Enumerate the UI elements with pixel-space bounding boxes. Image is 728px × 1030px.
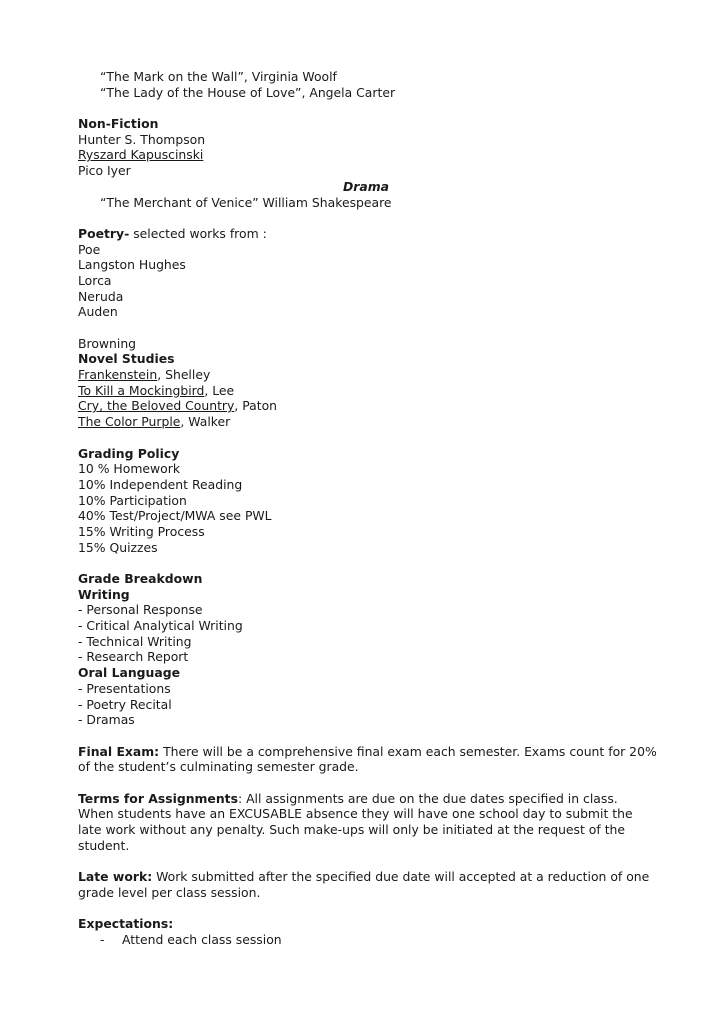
syllabus-body bbox=[78, 69, 678, 948]
late-work-label: Late work: bbox=[78, 869, 153, 885]
nonfiction-author-2: Ryszard Kapuscinski bbox=[78, 147, 204, 163]
writing-item: - Personal Response bbox=[78, 602, 203, 618]
grade-breakdown-heading: Grade Breakdown bbox=[78, 571, 203, 586]
poet-5: Auden bbox=[78, 304, 118, 320]
terms-text: : All assignments are due on the due dates specified in class. bbox=[237, 790, 618, 806]
poetry-heading: Poetry- bbox=[78, 225, 130, 241]
short-story-2: “The Lady of the House of Love”, Angela Carter bbox=[100, 84, 396, 100]
novel-title: To Kill a Mockingbird bbox=[78, 382, 205, 398]
drama-work-1: “The Merchant of Venice” William Shakespeare bbox=[100, 194, 392, 210]
expectation-item bbox=[78, 932, 678, 948]
final-exam-text: of the student’s culminating semester grade. bbox=[78, 759, 359, 775]
novel-title: Cry, the Beloved Country bbox=[78, 398, 235, 414]
drama-heading: Drama bbox=[343, 178, 390, 194]
novel-studies-heading: Novel Studies bbox=[78, 351, 175, 367]
terms-text: student. bbox=[78, 837, 130, 853]
oral-item: - Poetry Recital bbox=[78, 696, 172, 712]
terms-paragraph bbox=[78, 791, 678, 807]
grading-item: 15% Writing Process bbox=[78, 523, 205, 539]
novel-item bbox=[78, 367, 678, 383]
poetry-heading-line bbox=[78, 226, 678, 242]
novel-item bbox=[78, 414, 678, 430]
writing-item: - Critical Analytical Writing bbox=[78, 618, 243, 634]
novel-author: , Lee bbox=[204, 382, 235, 398]
poet-3: Lorca bbox=[78, 272, 112, 288]
grading-item: 10 % Homework bbox=[78, 461, 180, 477]
late-work-paragraph bbox=[78, 869, 678, 885]
poetry-subtitle: selected works from : bbox=[129, 225, 267, 241]
writing-item: - Technical Writing bbox=[78, 633, 192, 649]
final-exam-label: Final Exam: bbox=[78, 743, 160, 759]
novel-author: , Shelley bbox=[157, 367, 211, 383]
writing-heading: Writing bbox=[78, 586, 130, 602]
poet-4: Neruda bbox=[78, 288, 124, 304]
writing-item: - Research Report bbox=[78, 649, 189, 665]
oral-language-heading: Oral Language bbox=[78, 665, 180, 681]
terms-label: Terms for Assignments bbox=[78, 790, 238, 806]
poet-6: Browning bbox=[78, 335, 137, 351]
grading-item: 15% Quizzes bbox=[78, 539, 158, 555]
novel-item bbox=[78, 398, 678, 414]
oral-item: - Dramas bbox=[78, 712, 135, 728]
nonfiction-author-1: Hunter S. Thompson bbox=[78, 131, 206, 147]
terms-text: late work without any penalty. Such make-ups will only be initiated at the request of the bbox=[78, 822, 626, 837]
grading-item: 10% Participation bbox=[78, 492, 187, 508]
grading-item: 40% Test/Project/MWA see PWL bbox=[78, 508, 272, 524]
novel-title: The Color Purple bbox=[78, 414, 181, 430]
novel-author: , Paton bbox=[234, 398, 278, 414]
novel-author: , Walker bbox=[180, 414, 231, 430]
list-dash: - bbox=[100, 931, 105, 947]
final-exam-paragraph bbox=[78, 744, 678, 760]
poet-2: Langston Hughes bbox=[78, 257, 186, 273]
oral-item: - Presentations bbox=[78, 680, 171, 696]
novel-item bbox=[78, 383, 678, 399]
poet-1: Poe bbox=[78, 241, 101, 257]
final-exam-text: There will be a comprehensive final exam each semester. Exams count for 20% bbox=[159, 743, 657, 759]
grading-policy-heading: Grading Policy bbox=[78, 445, 180, 461]
expectations-heading: Expectations: bbox=[78, 916, 174, 932]
nonfiction-author-3: Pico Iyer bbox=[78, 163, 131, 179]
expectation-text: Attend each class session bbox=[122, 931, 282, 947]
grading-item: 10% Independent Reading bbox=[78, 476, 243, 492]
late-work-text: grade level per class session. bbox=[78, 884, 261, 900]
novel-title: Frankenstein bbox=[78, 367, 158, 383]
nonfiction-heading: Non-Fiction bbox=[78, 116, 159, 132]
late-work-text: Work submitted after the specified due date will accepted at a reduction of one bbox=[152, 869, 650, 885]
short-story-1: “The Mark on the Wall”, Virginia Woolf bbox=[100, 69, 337, 84]
terms-text: When students have an EXCUSABLE absence they will have one school day to submit the bbox=[78, 806, 633, 822]
